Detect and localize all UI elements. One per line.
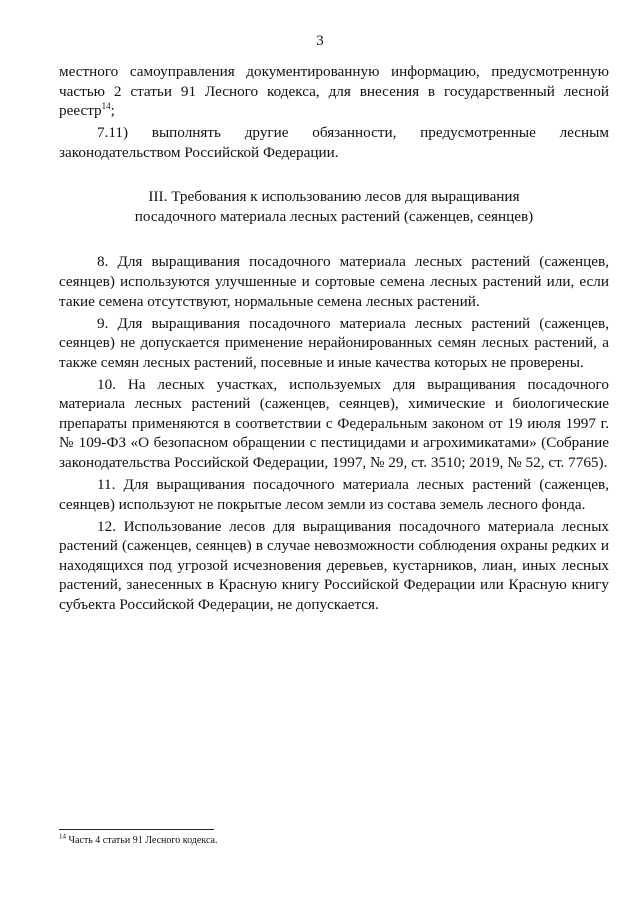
footnote-number: 14 [59,832,66,841]
continuation-paragraph [59,62,609,121]
paragraph-12: 12. Использование лесов для выращивания посадочного материала лесных растений (саженцев, сеянцев) в случае невозможности соблюдения охраны редких и находящихся под угрозой исчезновения деревьев, кустарников, лиан, иных лесных растений, занесенных в Красную книгу Российской Федерации или Красную книгу субъекта Российской Федерации, не допускается. [59,517,609,614]
footnote-reference: 14 [101,101,111,112]
continuation-text: местного самоуправления документированную информацию, предусмотренную частью 2 статьи 91 Лесного кодекса, для внесения в государственный лесной реестр [59,63,609,120]
paragraph-8: 8. Для выращивания посадочного материала лесных растений (саженцев, сеянцев) используются улучшенные и сортовые семена лесных растений или, если такие семена отсутствуют, нормальные семена лесных растений. [59,253,609,310]
continuation-end: ; [110,102,115,120]
footnote-divider [59,829,214,830]
paragraph-11: 11. Для выращивания посадочного материала лесных растений (саженцев, сеянцев) используют не покрытые лесом земли из состава земель лесного фонда. [59,476,609,513]
paragraph-10: 10. На лесных участках, используемых для выращивания посадочного материала лесных растений (саженцев, сеянцев), химические и биологические препараты применяются в соответствии с Федеральным законом от 19 июля 1997 г. № 109-ФЗ «О безопасном обращении с пестицидами и агрохимикатами» (Собрание законодательства Российской Федерации, 1997, № 29, ст. 3510; 2019, № 52, ст. 7765). [59,375,609,472]
footnote-text: Часть 4 статьи 91 Лесного кодекса. [68,835,218,846]
item-7-11: 7.11) выполнять другие обязанности, предусмотренные лесным законодательством Российской Федерации. [59,124,609,161]
section-title-line-2: посадочного материала лесных растений (саженцев, сеянцев) [134,208,534,226]
page-number: 3 [316,33,324,49]
paragraph-9: 9. Для выращивания посадочного материала лесных растений (саженцев, сеянцев) не допускается применение нерайонированных семян лесных растений, а также семян лесных растений, посевные и иные качества которых не проверены. [59,314,609,371]
section-title [59,187,609,227]
document-body [59,62,609,617]
section-title-line-1: III. Требования к использованию лесов для выращивания [148,188,520,206]
footnote [59,832,218,847]
